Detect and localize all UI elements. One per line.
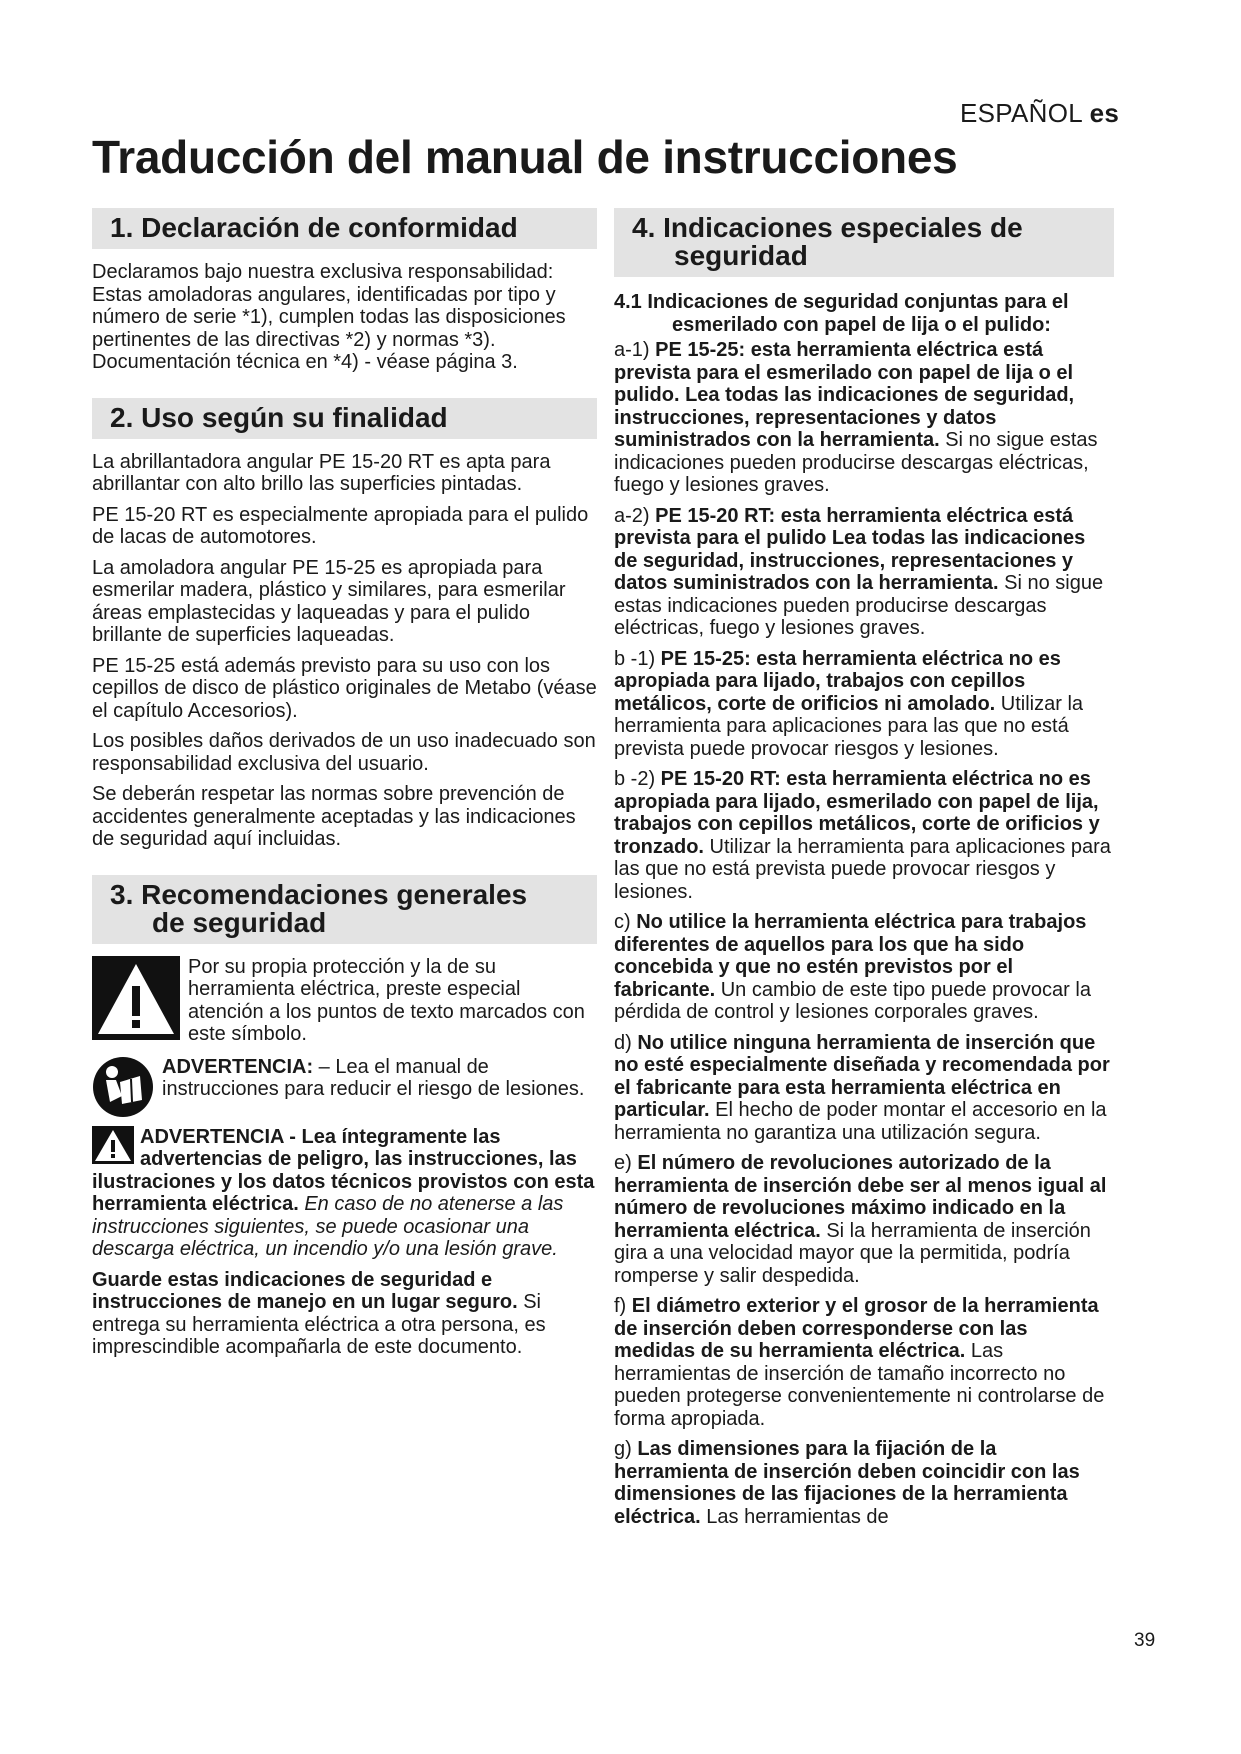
safety-item: b -1) PE 15-25: esta herramienta eléctrica no es apropiada para lijado, trabajos con cepillos metálicos, corte de orificios ni amolado. Utilizar la herramienta para aplicaciones para las que no está prevista puede provocar riesgos y lesiones.: [614, 647, 1084, 760]
warning-symbol-text: Por su propia protección y la de su herramienta eléctrica, preste especial atención a los puntos de texto marcados con este símbolo.: [188, 955, 585, 1045]
section-2-paragraph: La abrillantadora angular PE 15-20 RT es apta para abrillantar con alto brillo las superficies pintadas.: [92, 450, 551, 495]
keep-instructions-paragraph: Guarde estas indicaciones de seguridad e instrucciones de manejo en un lugar seguro. Si entrega su herramienta eléctrica a otra persona, es imprescindible acompañarla de este documento.: [92, 1268, 546, 1358]
section-1-heading: 1. Declaración de conformidad: [92, 208, 597, 249]
warning-label: ADVERTENCIA:: [162, 1055, 314, 1078]
section-2-paragraph: PE 15-20 RT es especialmente apropiada para el pulido de lacas de automotores.: [92, 503, 589, 548]
general-warning-paragraph: ADVERTENCIA - Lea íntegramente las advertencias de peligro, las instrucciones, las ilustraciones y los datos técnicos provistos con esta herramienta eléctrica. En caso de no atenerse a las instrucciones siguientes, se puede ocasionar una descarga eléctrica, un incendio y/o una lesión grave.: [92, 1125, 595, 1260]
subsection-4-1-heading: 4.1 Indicaciones de seguridad conjuntas para el esmerilado con papel de lija o el pulido:: [614, 291, 1069, 336]
safety-item: d) No utilice ninguna herramienta de inserción que no esté especialmente diseñada y recomendada por el fabricante para esta herramienta eléctrica en particular. El hecho de poder montar el accesorio en la herramienta no garantiza una utilización segura.: [614, 1031, 1110, 1144]
right-column: [614, 208, 1114, 1536]
read-manual-note: [92, 1056, 597, 1118]
safety-item: b -2) PE 15-20 RT: esta herramienta eléctrica no es apropiada para lijado, esmerilado con papel de lija, trabajos con cepillos metálicos, corte de orificios y tronzado. Utilizar la herramienta para aplicaciones para las que no está prevista puede provocar riesgos y lesiones.: [614, 768, 1111, 903]
section-2-paragraph: Se deberán respetar las normas sobre prevención de accidentes generalmente aceptadas y las indicaciones de seguridad aquí incluidas.: [92, 783, 576, 850]
read-manual-icon: [92, 1056, 154, 1118]
safety-item: c) No utilice la herramienta eléctrica para trabajos diferentes de aquellos para los que ha sido concebida y que no estén previstos por el fabricante. Un cambio de este tipo puede provocar la pérdida de control y lesiones corporales graves.: [614, 911, 1091, 1023]
warning-small-icon: [92, 1126, 134, 1164]
section-2-paragraph: La amoladora angular PE 15-25 es apropiada para esmerilar madera, plástico y similares, para esmerilar áreas emplastecidas y laqueadas y para el pulido brillante de superficies laqueadas.: [92, 556, 566, 646]
page-number: 39: [1134, 1630, 1156, 1651]
safety-item: a-1) PE 15-25: esta herramienta eléctrica está prevista para el esmerilado con papel de lija o el pulido. Lea todas las indicaciones de seguridad, instrucciones, representaciones y datos suministrados con la herramienta. Si no sigue estas indicaciones pueden producirse descargas eléctricas, fuego y lesiones graves.: [614, 339, 1098, 496]
section-2-paragraph: Los posibles daños derivados de un uso inadecuado son responsabilidad exclusiva del usuario.: [92, 730, 596, 775]
left-column: [92, 208, 597, 1367]
warning-note: [92, 956, 597, 1046]
safety-item: f) El diámetro exterior y el grosor de la herramienta de inserción deben corresponderse con las medidas de su herramienta eléctrica. Las herramientas de inserción de tamaño incorrecto no pueden protegerse convenientemente ni controlarse de forma apropiada.: [614, 1295, 1105, 1430]
warning-triangle-icon: [92, 956, 180, 1040]
section-2-paragraph: PE 15-25 está además previsto para su uso con los cepillos de disco de plástico originales de Metabo (véase el capítulo Accesorios).: [92, 654, 597, 722]
section-4-heading: 4. Indicaciones especiales de seguridad: [614, 208, 1114, 277]
section-3-heading: 3. Recomendaciones generales de seguridad: [92, 875, 597, 944]
read-manual-text: – Lea el manual de instrucciones para reducir el riesgo de lesiones.: [162, 1055, 585, 1100]
safety-item: a-2) PE 15-20 RT: esta herramienta eléctrica está prevista para el pulido Lea todas las indicaciones de seguridad, instrucciones, representaciones y datos suministrados con la herramienta. Si no sigue estas indicaciones pueden producirse descargas eléctricas, fuego y lesiones graves.: [614, 504, 1104, 639]
language-label: ESPAÑOL es: [960, 98, 1120, 128]
section-2-heading: 2. Uso según su finalidad: [92, 398, 597, 439]
safety-item: e) El número de revoluciones autorizado de la herramienta de inserción debe ser al menos igual al número de revoluciones máximo indicado en la herramienta eléctrica. Si la herramienta de inserción gira a una velocidad mayor que la permitida, podría romperse y salir despedida.: [614, 1152, 1107, 1287]
safety-item: g) Las dimensiones para la fijación de la herramienta de inserción deben coincidir con las dimensiones de las fijaciones de la herramienta eléctrica. Las herramientas de: [614, 1438, 1080, 1528]
page-title: Traducción del manual de instrucciones: [92, 131, 958, 183]
section-1-text: Declaramos bajo nuestra exclusiva responsabilidad: Estas amoladoras angulares, identificadas por tipo y número de serie *1), cumplen todas las disposiciones pertinentes de las directivas *2) y normas *3). Documentación técnica en *4) - véase página 3.: [92, 261, 566, 373]
